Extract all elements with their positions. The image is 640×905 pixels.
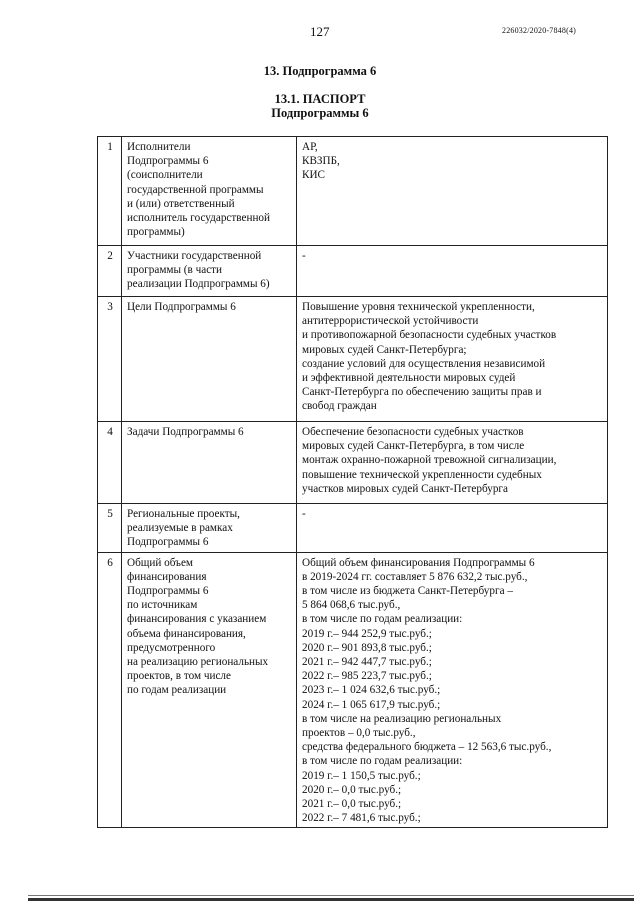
row-value-line: КИС	[302, 169, 326, 182]
row-value-line: Санкт-Петербурга по обеспечению защиты прав и	[302, 386, 542, 399]
row-label-line: реализуемые в рамках	[127, 522, 233, 535]
row-value	[297, 297, 608, 422]
table-row	[98, 422, 608, 504]
row-value-line: 2023 г.– 1 024 632,6 тыс.руб.;	[302, 684, 441, 697]
row-value-line: участков мировых судей Санкт-Петербурга	[302, 482, 508, 495]
footer-divider	[28, 898, 634, 901]
row-value-line: антитеррористической устойчивости	[302, 315, 479, 328]
row-value-line: в том числе на реализацию региональных	[302, 712, 502, 725]
row-value	[297, 422, 608, 504]
row-value-line: проектов – 0,0 тыс.руб.,	[302, 727, 416, 740]
row-label-line: Исполнители	[127, 141, 191, 153]
row-value	[297, 137, 608, 246]
row-value-line: Общий объем финансирования Подпрограммы 6	[302, 556, 535, 569]
row-label-line: исполнитель государственной	[127, 212, 271, 225]
row-value-line: 2020 г.– 0,0 тыс.руб.;	[302, 783, 402, 796]
row-label	[122, 246, 297, 297]
row-value-line: 2019 г.– 944 252,9 тыс.руб.;	[302, 627, 432, 640]
row-value-line: 2019 г.– 1 150,5 тыс.руб.;	[302, 769, 421, 782]
row-label-line: Подпрограммы 6	[127, 536, 209, 549]
row-number: 4	[98, 422, 122, 504]
row-label-line: на реализацию региональных	[127, 656, 269, 669]
row-value-line: мировых судей Санкт-Петербурга;	[302, 343, 467, 356]
row-number: 2	[98, 246, 122, 297]
row-value-line: АР,	[302, 141, 318, 153]
row-label	[122, 297, 297, 422]
row-value-line: 2024 г.– 1 065 617,9 тыс.руб.;	[302, 698, 441, 711]
row-value-line: 2021 г.– 942 447,7 тыс.руб.;	[302, 656, 432, 669]
section-title: 13. Подпрограмма 6	[263, 64, 377, 78]
row-label	[122, 422, 297, 504]
row-label	[122, 504, 297, 553]
row-value-line: 2020 г.– 901 893,8 тыс.руб.;	[302, 641, 432, 654]
row-number: 6	[98, 552, 122, 828]
row-value-line: и эффективной деятельности мировых судей	[302, 372, 516, 385]
row-label	[122, 137, 297, 246]
row-value-line: монтаж охранно-пожарной тревожной сигнализации,	[302, 454, 557, 467]
table-row	[98, 504, 608, 553]
row-label-line: финансирования с указанием	[127, 613, 267, 626]
row-number: 3	[98, 297, 122, 422]
row-label-line: программы)	[127, 226, 185, 239]
row-label-line: по годам реализации	[127, 684, 227, 697]
passport-title: 13.1. ПАСПОРТ	[274, 92, 366, 106]
row-value	[297, 504, 608, 553]
row-value	[297, 246, 608, 297]
row-number: 1	[98, 137, 122, 246]
row-value-line: и противопожарной безопасности судебных участков	[302, 329, 557, 342]
row-label-line: по источникам	[127, 599, 198, 612]
passport-table	[97, 136, 608, 828]
page-number: 127	[310, 24, 330, 39]
row-label-line: государственной программы	[127, 183, 264, 196]
row-label-line: Цели Подпрограммы 6	[127, 301, 236, 313]
row-value-line: 5 864 068,6 тыс.руб.,	[302, 599, 401, 612]
row-value-line: Обеспечение безопасности судебных участков	[302, 426, 524, 438]
row-label-line: объема финансирования,	[127, 627, 246, 640]
row-label-line: реализации Подпрограммы 6)	[127, 278, 270, 291]
row-value-line: в том числе из бюджета Санкт-Петербурга –	[302, 585, 513, 598]
row-label-line: Задачи Подпрограммы 6	[127, 426, 244, 438]
table-row	[98, 137, 608, 246]
row-value-line: мировых судей Санкт-Петербурга, в том числе	[302, 440, 525, 453]
row-number: 5	[98, 504, 122, 553]
row-label-line: Подпрограммы 6	[127, 155, 209, 168]
row-label-line: финансирования	[127, 570, 207, 583]
row-value-line: 2021 г.– 0,0 тыс.руб.;	[302, 798, 402, 811]
row-value-line: создание условий для осуществления независимой	[302, 357, 546, 370]
row-label-line: Участники государственной	[127, 250, 262, 262]
row-label-line: и (или) ответственный	[127, 197, 235, 210]
row-value-line: в 2019-2024 гг. составляет 5 876 632,2 тыс.руб.,	[302, 570, 528, 583]
row-value-line: свобод граждан	[302, 400, 377, 413]
row-value	[297, 552, 608, 828]
row-value-line: 2022 г.– 7 481,6 тыс.руб.;	[302, 812, 421, 825]
row-label-line: программы (в части	[127, 264, 223, 277]
row-value-line: повышение технической укрепленности судебных	[302, 468, 542, 481]
table-row	[98, 552, 608, 828]
row-value-line: Повышение уровня технической укрепленности,	[302, 301, 535, 313]
table-row	[98, 297, 608, 422]
row-label	[122, 552, 297, 828]
passport-subtitle: Подпрограммы 6	[271, 106, 369, 120]
passport-table-body	[98, 137, 608, 828]
row-value-line: в том числе по годам реализации:	[302, 613, 463, 626]
row-label-line: Региональные проекты,	[127, 508, 240, 520]
row-value-line: в том числе по годам реализации:	[302, 755, 463, 768]
footer-divider-thin	[28, 895, 634, 896]
row-value-line: КВЗПБ,	[302, 155, 340, 168]
row-value-line: средства федерального бюджета – 12 563,6 тыс.руб.,	[302, 741, 552, 754]
table-row	[98, 246, 608, 297]
row-label-line: Общий объем	[127, 556, 193, 569]
row-value-line: -	[302, 250, 306, 262]
row-label-line: предусмотренного	[127, 641, 216, 654]
document-code: 226032/2020-7848(4)	[502, 26, 577, 35]
row-label-line: проектов, в том числе	[127, 670, 231, 683]
row-label-line: (соисполнители	[127, 169, 203, 182]
row-label-line: Подпрограммы 6	[127, 585, 209, 598]
row-value-line: -	[302, 508, 306, 520]
row-value-line: 2022 г.– 985 223,7 тыс.руб.;	[302, 670, 432, 683]
